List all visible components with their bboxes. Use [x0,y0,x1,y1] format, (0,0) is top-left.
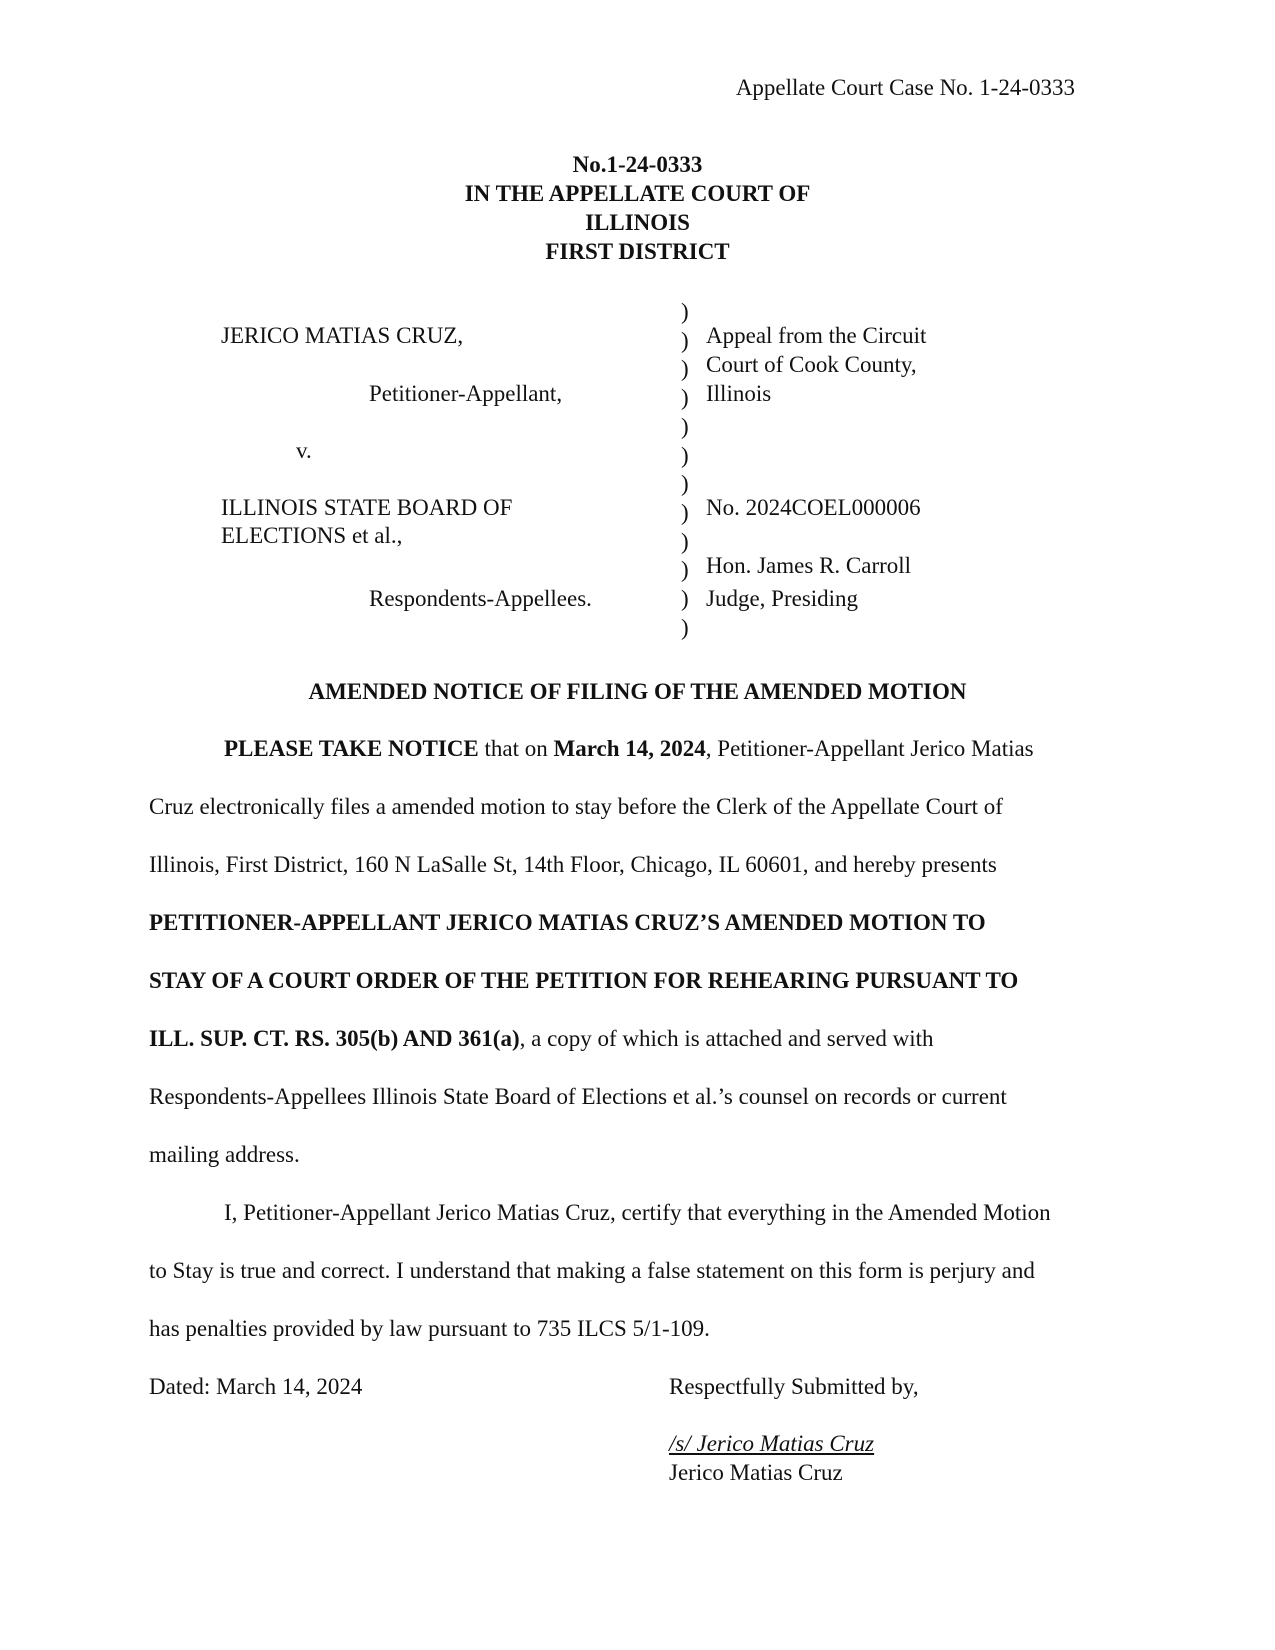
respondent-name-line-2: ELECTIONS et al., [221,523,403,548]
petitioner-role: Petitioner-Appellant, [369,381,563,406]
rule-citation: ILL. SUP. CT. RS. 305(b) AND 361(a) [149,1026,520,1051]
appeal-line-3: Illinois [706,381,772,406]
paren: ) [681,586,689,612]
title-court: IN THE APPELLATE COURT OF [464,181,811,206]
certification-line-2: to Stay is true and correct. I understand that making a false statement on this form is perjury and [149,1258,1035,1283]
body-paragraph-1-line-2: Cruz electronically files a amended motion to stay before the Clerk of the Appellate Court of [149,794,1003,819]
body-paragraph-1-line-8: mailing address. [149,1142,300,1167]
body-paragraph-1-line-3: Illinois, First District, 160 N LaSalle St, 14th Floor, Chicago, IL 60601, and hereby presents [149,852,997,877]
motion-title-line-1: PETITIONER-APPELLANT JERICO MATIAS CRUZ’S AMENDED MOTION TO [149,910,986,935]
please-take-notice: PLEASE TAKE NOTICE [224,736,479,761]
respondent-role: Respondents-Appellees. [369,586,592,611]
body-paragraph-1-line-6 [149,1025,933,1053]
lower-court-case-number: No. 2024COEL000006 [706,495,921,520]
respectfully-submitted: Respectfully Submitted by, [669,1374,919,1399]
judge-name: Hon. James R. Carroll [706,553,912,578]
title-case-number: No.1-24-0333 [572,152,703,177]
paren: ) [681,614,689,640]
body-paragraph-1-line-1 [224,735,1034,763]
versus: v. [296,438,312,463]
title-state: ILLINOIS [585,210,690,235]
notice-title: AMENDED NOTICE OF FILING OF THE AMENDED MOTION [308,679,967,704]
paren: ) [681,557,689,583]
caption-parenthesis-column [681,298,695,642]
signer-name: Jerico Matias Cruz [669,1460,843,1485]
paren: ) [681,528,689,554]
paren: ) [681,299,689,324]
paren: ) [681,471,689,497]
body-text: , Petitioner-Appellant Jerico Matias [705,736,1034,761]
title-district: FIRST DISTRICT [545,239,730,264]
motion-title-line-2: STAY OF A COURT ORDER OF THE PETITION FOR REHEARING PURSUANT TO [149,968,1019,993]
paren: ) [681,327,689,353]
paren: ) [681,413,689,439]
petitioner-name: JERICO MATIAS CRUZ, [221,323,464,348]
dated-line: Dated: March 14, 2024 [149,1374,363,1399]
paren: ) [681,356,689,382]
body-paragraph-1-line-7: Respondents-Appellees Illinois State Board of Elections et al.’s counsel on records or current [149,1084,1007,1109]
paren: ) [681,499,689,525]
electronic-signature: /s/ Jerico Matias Cruz [669,1431,875,1456]
certification-line-1: I, Petitioner-Appellant Jerico Matias Cruz, certify that everything in the Amended Motion [224,1200,1051,1225]
certification-line-3: has penalties provided by law pursuant to 735 ILCS 5/1-109. [149,1316,710,1341]
paren: ) [681,442,689,468]
filing-date: March 14, 2024 [553,736,706,761]
respondent-name-line-1: ILLINOIS STATE BOARD OF [221,495,513,520]
header-case-number: Appellate Court Case No. 1-24-0333 [735,75,1075,100]
court-title [0,150,1275,266]
body-text: , a copy of which is attached and served with [519,1026,934,1051]
body-text: that on [478,736,554,761]
paren: ) [681,385,689,411]
appeal-line-2: Court of Cook County, [706,352,917,377]
appeal-line-1: Appeal from the Circuit [706,323,927,348]
judge-title: Judge, Presiding [706,586,859,611]
